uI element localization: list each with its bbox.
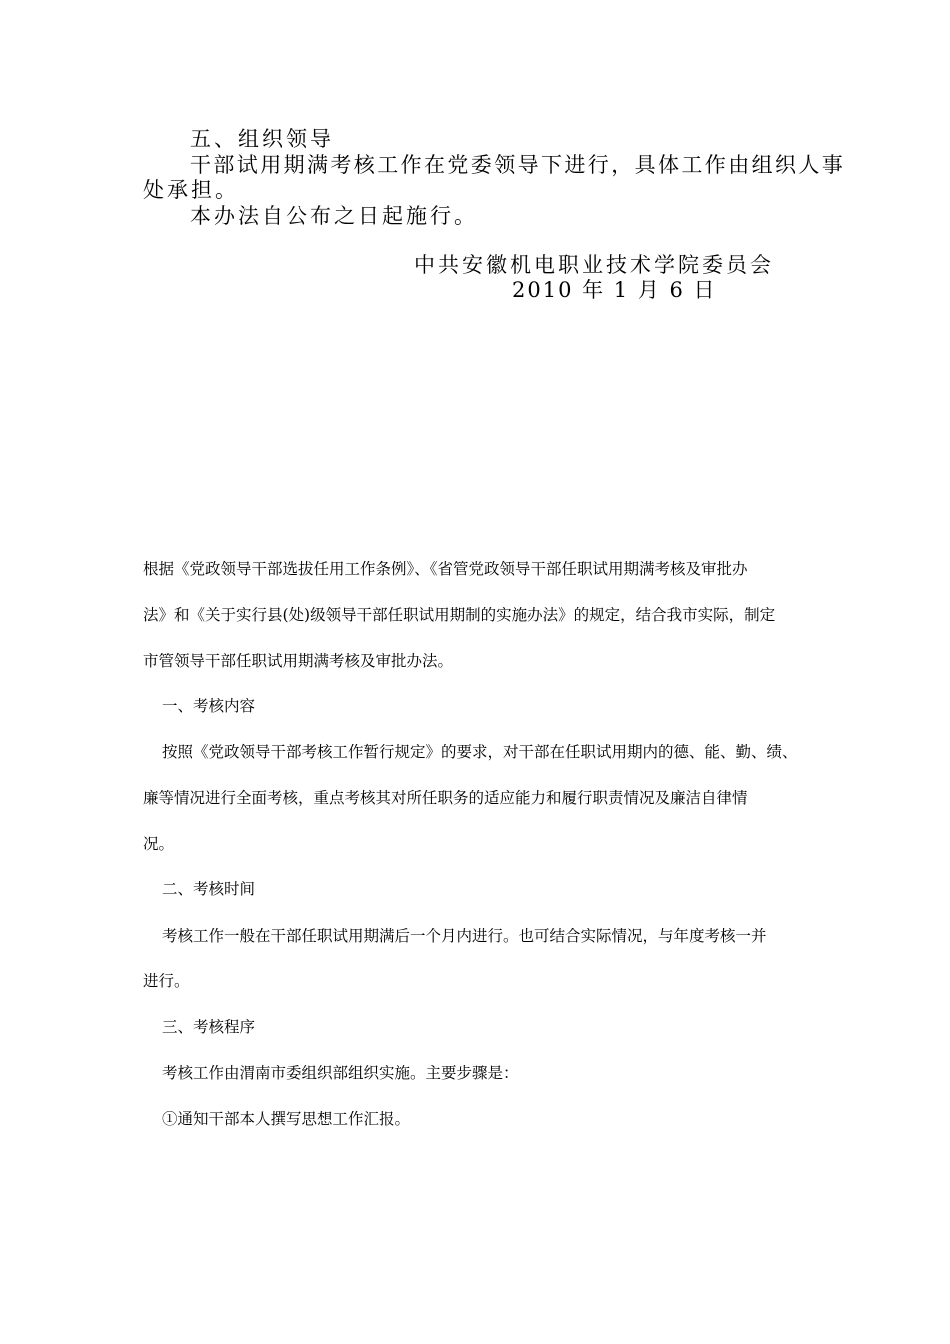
content-line-1: 按照《党政领导干部考核工作暂行规定》的要求，对干部在任职试用期内的德、能、勤、绩、 <box>162 743 798 761</box>
leadership-paragraph-line2: 处承担。 <box>143 178 239 202</box>
intro-line-1: 根据《党政领导干部选拔任用工作条例》、《省管党政领导干部任职试用期满考核及审批办 <box>143 560 748 578</box>
procedure-line: 考核工作由渭南市委组织部组织实施。主要步骤是： <box>162 1064 519 1082</box>
signature-organization: 中共安徽机电职业技术学院委员会 <box>414 253 774 277</box>
section-five-heading: 五、组织领导 <box>190 127 334 151</box>
intro-line-2: 法》和《关于实行县(处)级领导干部任职试用期制的实施办法》的规定，结合我市实际，制定 <box>143 606 776 624</box>
leadership-paragraph-line1: 干部试用期满考核工作在党委领导下进行，具体工作由组织人事 <box>190 153 846 177</box>
heading-time: 二、考核时间 <box>162 880 256 898</box>
content-line-2: 廉等情况进行全面考核，重点考核其对所任职务的适应能力和履行职责情况及廉洁自律情 <box>143 789 748 807</box>
content-line-3: 况。 <box>143 835 175 853</box>
heading-content: 一、考核内容 <box>162 697 256 715</box>
intro-line-3: 市管领导干部任职试用期满考核及审批办法。 <box>143 652 454 670</box>
signature-date: 2010 年 1 月 6 日 <box>512 278 717 302</box>
time-line-1: 考核工作一般在干部任职试用期满后一个月内进行。也可结合实际情况，与年度考核一并 <box>162 927 767 945</box>
heading-procedure: 三、考核程序 <box>162 1018 256 1036</box>
procedure-step-1: ①通知干部本人撰写思想工作汇报。 <box>162 1110 411 1128</box>
effective-statement: 本办法自公布之日起施行。 <box>190 204 478 228</box>
time-line-2: 进行。 <box>143 972 190 990</box>
